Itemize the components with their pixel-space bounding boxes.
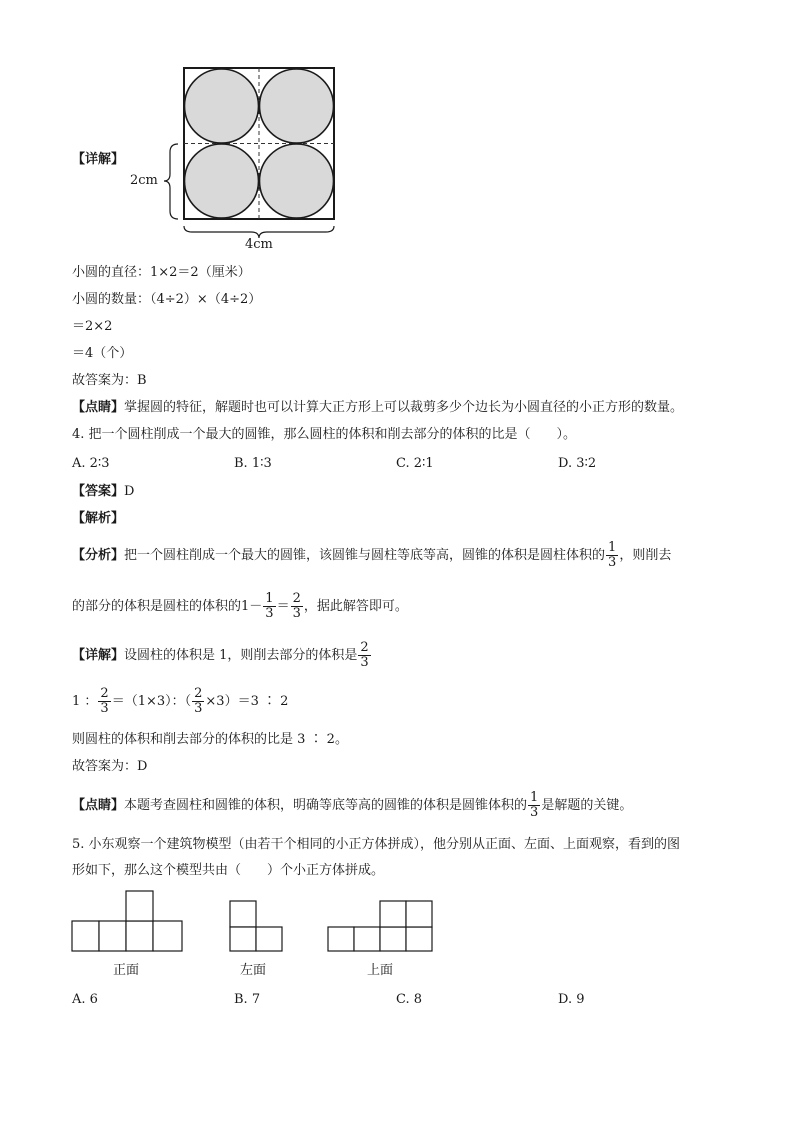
- q4-conclusion: 则圆柱的体积和削去部分的体积的比是 3 ∶ 2。: [72, 732, 348, 747]
- left-brace: [164, 144, 178, 219]
- q4-fenxi-line-2: [72, 592, 408, 622]
- circle-bottom-left: [185, 144, 259, 218]
- fenxi-line2-a: 的部分的体积是圆柱的体积的: [72, 599, 242, 614]
- point-text-q4-1: 本题考查圆柱和圆锥的体积，明确等底等高的圆锥的体积是圆锥体积的: [124, 798, 528, 813]
- left-view-label: 左面: [240, 963, 267, 978]
- point-text-q4-2: 是解题的关键。: [541, 798, 633, 813]
- calc-b: ＝（1×3）：（: [111, 694, 192, 709]
- fraction-one-third-c: $\frac{1}{3}$: [530, 790, 539, 820]
- circle-top-right: [260, 69, 334, 143]
- bottom-length-label: 4cm: [245, 237, 273, 252]
- q4-option-d: D. 3∶2: [558, 456, 597, 471]
- fraction-two-thirds: $\frac{2}{3}$: [292, 591, 301, 621]
- q5-option-d: D. 9: [558, 992, 585, 1007]
- q4-fenxi-line-1: [72, 541, 671, 571]
- q3-line-1: 小圆的直径：1×2＝2（厘米）: [72, 265, 251, 280]
- fraction-one-third-b: $\frac{1}{3}$: [265, 591, 274, 621]
- fenxi-text-2: ，则削去: [619, 548, 672, 563]
- q4-detail-line: [72, 641, 372, 671]
- circle-top-left: [185, 69, 259, 143]
- point-tag-q3: 【点睛】: [72, 400, 125, 415]
- q3-line-3: ＝2×2: [72, 319, 113, 334]
- q4-point-line: [72, 791, 632, 821]
- detail-text-q4: 设圆柱的体积是 1，则削去部分的体积是: [124, 648, 358, 663]
- point-tag-q4: 【点睛】: [72, 798, 125, 813]
- answer-tag: 【答案】: [72, 484, 125, 499]
- calc-c: ×3）＝3 ∶ 2: [205, 694, 289, 709]
- fraction-one-third: $\frac{1}{3}$: [608, 540, 617, 570]
- q5-option-c: C. 8: [396, 992, 423, 1007]
- fraction-two-thirds-d: $\frac{2}{3}$: [194, 686, 203, 716]
- fenxi-tag: 【分析】: [72, 548, 125, 563]
- q5-question-line-1: 5. 小东观察一个建筑物模型（由若干个相同的小正方体拼成），他分别从正面、左面、上面观察，看到的图: [72, 837, 681, 852]
- q5-option-b: B. 7: [234, 992, 261, 1007]
- fenxi-line2-eq: ＝: [276, 599, 290, 614]
- side-length-label: 2cm: [130, 173, 158, 188]
- fenxi-line2-b: ，据此解答即可。: [303, 599, 408, 614]
- q4-final: 故答案为：D: [72, 759, 148, 774]
- top-view-label: 上面: [367, 963, 394, 978]
- circle-bottom-right: [260, 144, 334, 218]
- q5-question-line-2: 形如下，那么这个模型共由（ ）个小正方体拼成。: [72, 863, 385, 878]
- q4-calc-line: [72, 687, 288, 717]
- front-view-label: 正面: [113, 963, 140, 978]
- front-view-figure: [71, 889, 185, 953]
- q4-question: 4. 把一个圆柱削成一个最大的圆锥，那么圆柱的体积和削去部分的体积的比是（ ）。: [72, 427, 577, 442]
- calc-a: 1 ：: [72, 694, 98, 709]
- fraction-two-thirds-c: $\frac{2}{3}$: [100, 686, 109, 716]
- analysis-tag: 【解析】: [72, 511, 125, 526]
- fenxi-text-1: 把一个圆柱削成一个最大的圆锥，该圆锥与圆柱等底等高，圆锥的体积是圆柱体积的: [124, 548, 606, 563]
- q4-option-a: A. 2∶3: [72, 456, 110, 471]
- q5-option-a: A. 6: [72, 992, 98, 1007]
- answer-value: D: [124, 484, 135, 499]
- q3-point: [72, 399, 683, 417]
- detail-tag-q4: 【详解】: [72, 648, 125, 663]
- left-view-figure: [229, 899, 285, 953]
- fenxi-line2-one: 1－: [241, 599, 263, 614]
- q4-answer: [72, 483, 134, 501]
- top-view-figure: [327, 899, 435, 953]
- q3-line-2: 小圆的数量：（4÷2）×（4÷2）: [72, 292, 262, 307]
- circles-in-square-figure: [120, 64, 350, 256]
- point-text-q3: 掌握圆的特征，解题时也可以计算大正方形上可以裁剪多少个边长为小圆直径的小正方形的数量。: [124, 400, 684, 415]
- fraction-two-thirds-b: $\frac{2}{3}$: [360, 640, 369, 670]
- detail-tag-q3: 【详解】: [72, 152, 125, 167]
- q4-option-c: C. 2∶1: [396, 456, 434, 471]
- q3-answer: 故答案为：B: [72, 373, 147, 388]
- q4-option-b: B. 1∶3: [234, 456, 272, 471]
- q3-line-4: ＝4（个）: [72, 346, 133, 361]
